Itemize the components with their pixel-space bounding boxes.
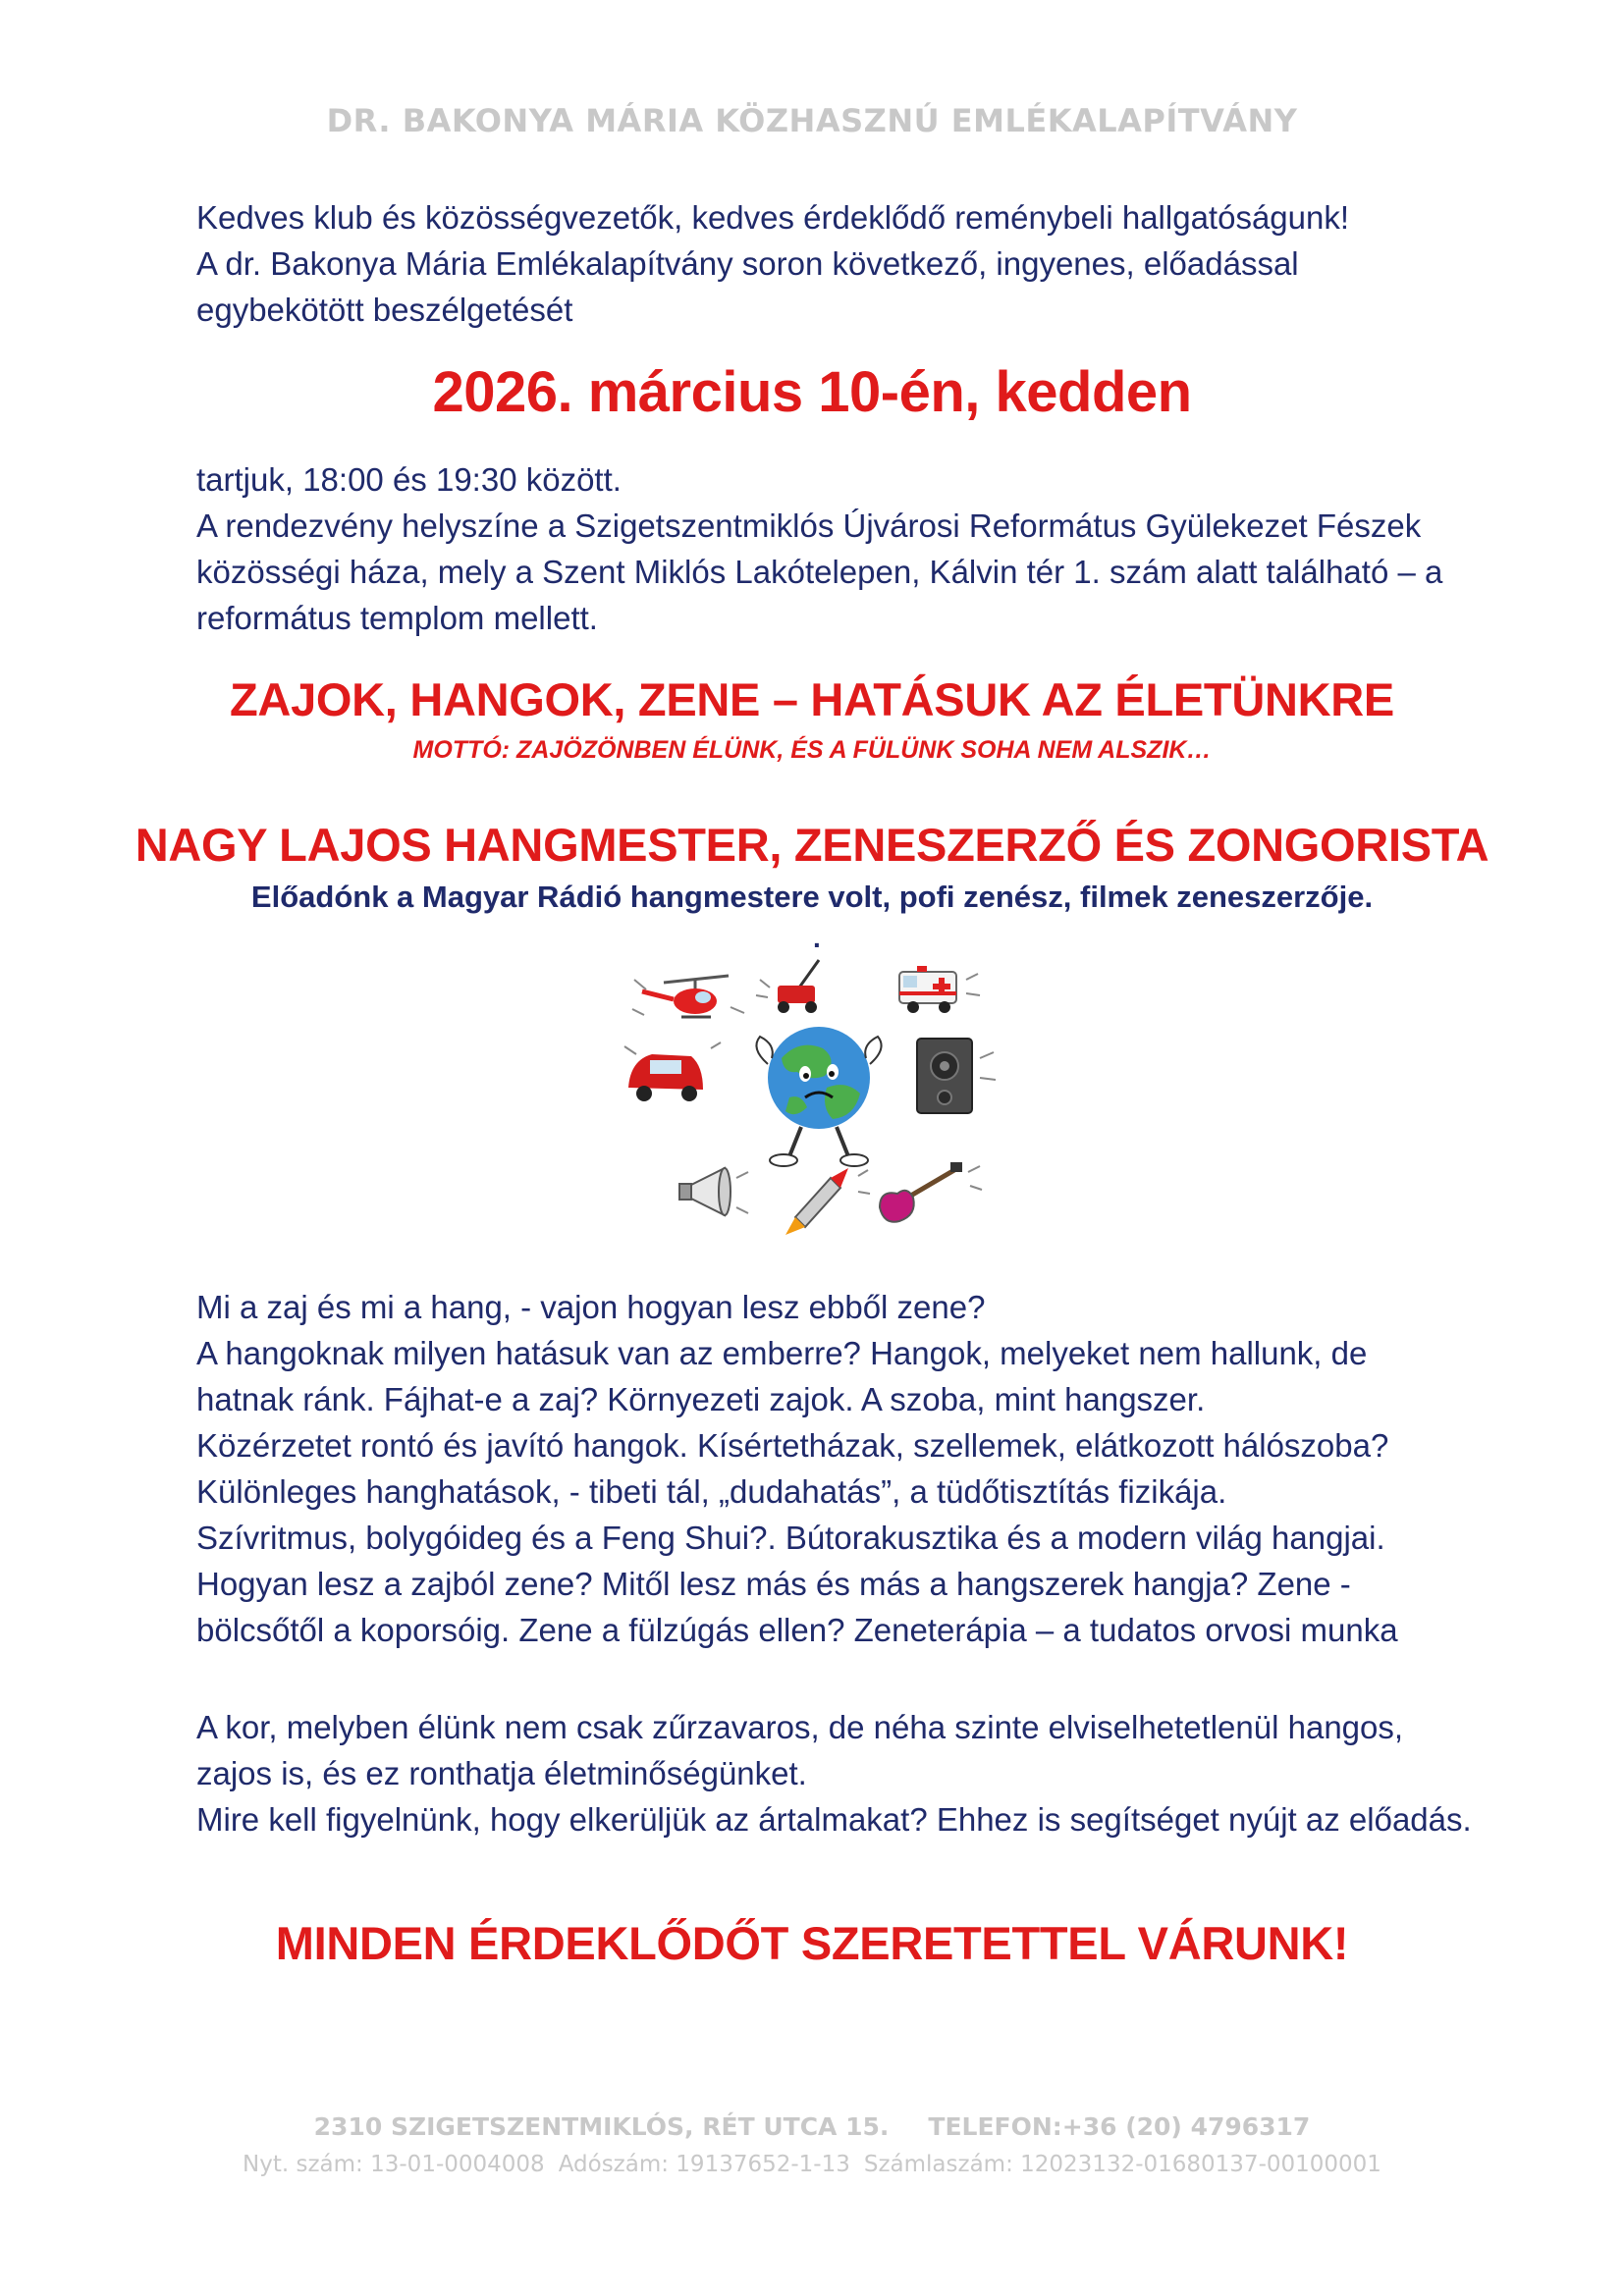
topic-motto: MOTTÓ: ZAJÖZÖNBEN ÉLÜNK, ÉS A FÜLÜNK SOHA NEM ALSZIK… — [412, 736, 1212, 764]
intro-line: A dr. Bakonya Mária Emlékalapítvány soron következő, ingyenes, előadással — [196, 245, 1299, 282]
footer-contact — [0, 2112, 1624, 2141]
globe-icon — [756, 1027, 881, 1166]
welcome-banner: MINDEN ÉRDEKLŐDŐT SZERETETTEL VÁRUNK! — [275, 1917, 1349, 1969]
venue-line: A rendezvény helyszíne a Szigetszentmiklós Újvárosi Református Gyülekezet Fészek — [196, 507, 1422, 544]
speaker-description: Előadónk a Magyar Rádió hangmestere volt, pofi zenész, filmek zeneszerzője. — [250, 880, 1374, 914]
question-line: Közérzetet rontó és javító hangok. Kísértetházak, szellemek, elátkozott hálószoba? — [196, 1427, 1389, 1464]
foundation-header: DR. BAKONYA MÁRIA KÖZHASZNÚ EMLÉKALAPÍTVÁNY — [326, 102, 1298, 139]
event-date: 2026. március 10-én, kedden — [432, 360, 1192, 424]
questions-paragraph — [196, 1284, 1473, 1653]
electric-guitar-icon — [880, 1162, 982, 1222]
closing-line: A kor, melyben élünk nem csak zűrzavaros, de néha szinte elviselhetetlenül hangos, — [196, 1709, 1404, 1745]
megaphone-icon — [679, 1168, 748, 1215]
closing-line: Mire kell figyelnünk, hogy elkerüljük az ártalmakat? Ehhez is segítséget nyújt az előadás. — [196, 1801, 1472, 1838]
ambulance-icon — [899, 966, 980, 1013]
intro-line: Kedves klub és közösségvezetők, kedves érdeklődő reménybeli hallgatóságunk! — [196, 199, 1350, 236]
car-icon — [624, 1042, 721, 1101]
lawnmower-icon — [756, 960, 819, 1013]
noise-illustration — [623, 950, 1015, 1245]
loudspeaker-box-icon — [917, 1039, 996, 1113]
venue-line: tartjuk, 18:00 és 19:30 között. — [196, 461, 622, 498]
question-line: A hangoknak milyen hatásuk van az emberre? Hangok, melyeket nem hallunk, de — [196, 1335, 1368, 1371]
closing-paragraph — [196, 1704, 1492, 1842]
question-line: Különleges hanghatások, - tibeti tál, „dudahatás”, a tüdőtisztítás fizikája. — [196, 1473, 1227, 1510]
footer-registry-number: Nyt. szám: 13-01-0004008 — [243, 2152, 545, 2177]
question-line: bölcsőtől a koporsóig. Zene a fülzúgás ellen? Zeneterápia – a tudatos orvosi munka — [196, 1612, 1398, 1648]
stray-dot: . — [813, 923, 821, 953]
rocket-icon — [785, 1168, 870, 1235]
topic-title: ZAJOK, HANGOK, ZENE – HATÁSUK AZ ÉLETÜNKRE — [230, 673, 1394, 725]
footer-address: 2310 SZIGETSZENTMIKLÓS, RÉT UTCA 15. — [313, 2112, 890, 2141]
question-line: hatnak ránk. Fájhat-e a zaj? Környezeti zajok. A szoba, mint hangszer. — [196, 1381, 1206, 1417]
footer-account-number: Számlaszám: 12023132-01680137-00100001 — [863, 2152, 1381, 2177]
footer-registration — [0, 2152, 1624, 2177]
closing-line: zajos is, és ez ronthatja életminőségünket. — [196, 1755, 807, 1791]
footer-tax-number: Adószám: 19137652-1-13 — [558, 2152, 850, 2177]
intro-line: egybekötött beszélgetését — [196, 292, 573, 328]
speaker-name: NAGY LAJOS HANGMESTER, ZENESZERZŐ ÉS ZONGORISTA — [135, 819, 1489, 871]
question-line: Szívritmus, bolygóideg és a Feng Shui?. Bútorakusztika és a modern világ hangjai. — [196, 1520, 1385, 1556]
venue-line: református templom mellett. — [196, 600, 598, 636]
question-line: Mi a zaj és mi a hang, - vajon hogyan lesz ebből zene? — [196, 1289, 986, 1325]
helicopter-icon — [632, 976, 744, 1017]
intro-paragraph — [196, 194, 1453, 333]
venue-paragraph — [196, 456, 1473, 641]
footer-phone: TELEFON:+36 (20) 4796317 — [928, 2112, 1311, 2141]
venue-line: közösségi háza, mely a Szent Miklós Lakótelepen, Kálvin tér 1. szám alatt található – a — [196, 554, 1443, 590]
question-line: Hogyan lesz a zajból zene? Mitől lesz más és más a hangszerek hangja? Zene - — [196, 1566, 1351, 1602]
